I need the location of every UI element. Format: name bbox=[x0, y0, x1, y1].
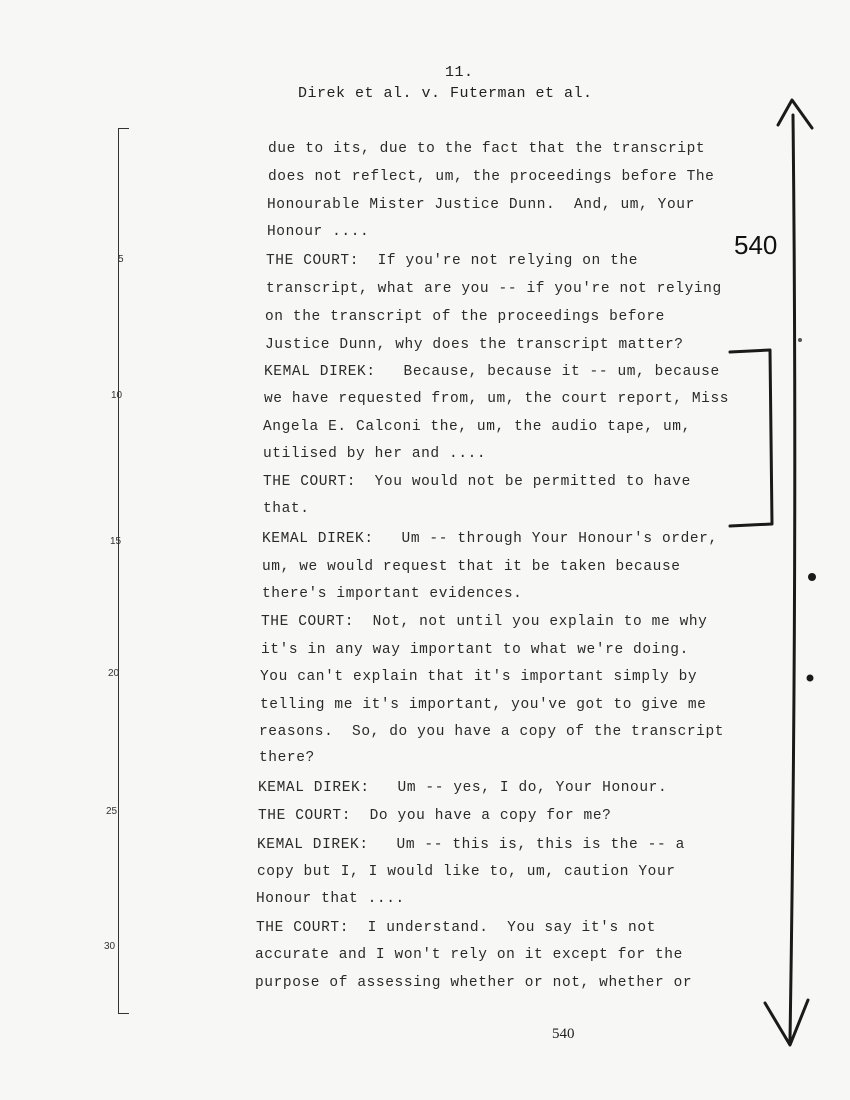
transcript-line: Justice Dunn, why does the transcript matter? bbox=[265, 337, 684, 353]
transcript-line: THE COURT: Do you have a copy for me? bbox=[258, 808, 612, 824]
case-title: Direk et al. v. Futerman et al. bbox=[298, 85, 593, 102]
footer-page-number: 540 bbox=[552, 1026, 575, 1042]
transcript-line: we have requested from, um, the court report, Miss bbox=[264, 391, 730, 407]
transcript-line: due to its, due to the fact that the transcript bbox=[268, 141, 706, 157]
transcript-line: KEMAL DIREK: Um -- this is, this is the -- a bbox=[257, 837, 685, 853]
transcript-line: Honour .... bbox=[267, 224, 370, 240]
transcript-line: that. bbox=[263, 501, 310, 517]
bracket-mark bbox=[730, 350, 772, 526]
transcript-line: there? bbox=[259, 750, 315, 766]
transcript-line: You can't explain that it's important simply by bbox=[260, 669, 698, 685]
transcript-line: Honourable Mister Justice Dunn. And, um, Your bbox=[267, 197, 695, 213]
dot-mark bbox=[798, 338, 802, 342]
transcript-line: utilised by her and .... bbox=[263, 446, 487, 462]
arrow-down-icon bbox=[765, 1000, 808, 1045]
transcript-line: there's important evidences. bbox=[262, 586, 523, 602]
transcript-line: on the transcript of the proceedings before bbox=[265, 309, 665, 325]
double-arrow-line bbox=[790, 115, 795, 1040]
transcript-line: KEMAL DIREK: Um -- yes, I do, Your Honour. bbox=[258, 780, 668, 796]
margin-line-number: 15 bbox=[110, 536, 122, 547]
transcript-line: Honour that .... bbox=[256, 891, 405, 907]
margin-line-number: 30 bbox=[104, 941, 116, 952]
arrow-up-icon bbox=[778, 100, 812, 128]
transcript-line: copy but I, I would like to, um, caution Your bbox=[257, 864, 676, 880]
transcript-line: THE COURT: If you're not relying on the bbox=[266, 253, 639, 269]
transcript-line: KEMAL DIREK: Because, because it -- um, because bbox=[264, 364, 720, 380]
page-number-header: 11. bbox=[445, 64, 474, 81]
dot-mark bbox=[808, 573, 816, 581]
margin-line-number: 10 bbox=[111, 390, 123, 401]
transcript-line: Angela E. Calconi the, um, the audio tape, um, bbox=[263, 419, 691, 435]
transcript-line: THE COURT: Not, not until you explain to me why bbox=[261, 614, 708, 630]
transcript-line: reasons. So, do you have a copy of the transcript bbox=[259, 724, 725, 740]
transcript-line: telling me it's important, you've got to give me bbox=[260, 697, 707, 713]
transcript-line: KEMAL DIREK: Um -- through Your Honour's order, bbox=[262, 531, 718, 547]
transcript-line: accurate and I won't rely on it except for the bbox=[255, 947, 683, 963]
transcript-line: transcript, what are you -- if you're not relying bbox=[266, 281, 722, 297]
transcript-line: um, we would request that it be taken because bbox=[262, 559, 681, 575]
handwritten-page-number: 540 bbox=[734, 230, 778, 260]
transcript-line: purpose of assessing whether or not, whether or bbox=[255, 975, 693, 991]
margin-line-number: 20 bbox=[108, 668, 120, 679]
margin-line-number: 25 bbox=[106, 806, 118, 817]
dot-mark bbox=[807, 675, 814, 682]
transcript-line: it's in any way important to what we're doing. bbox=[261, 642, 689, 658]
transcript-line: does not reflect, um, the proceedings before The bbox=[268, 169, 715, 185]
transcript-line: THE COURT: I understand. You say it's not bbox=[256, 920, 656, 936]
transcript-line: THE COURT: You would not be permitted to have bbox=[263, 474, 691, 490]
margin-line-number: 5 bbox=[118, 254, 124, 265]
